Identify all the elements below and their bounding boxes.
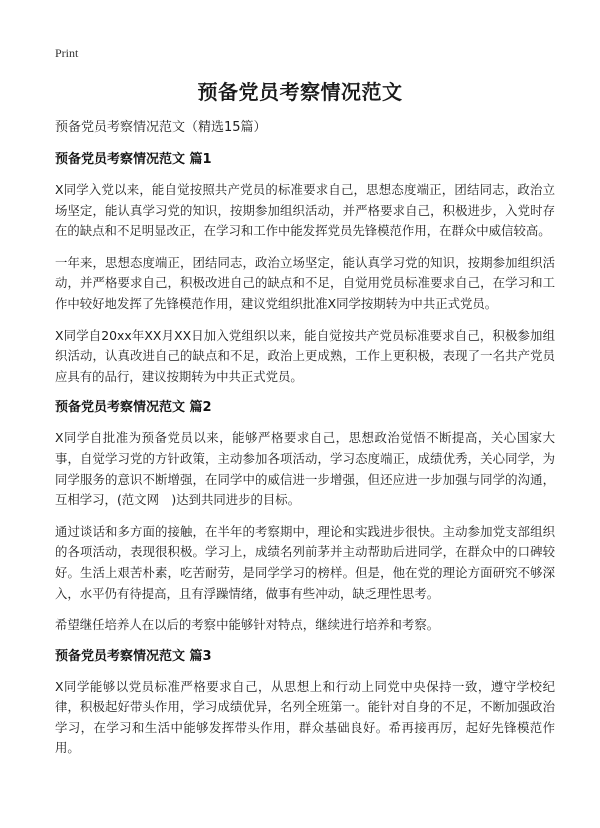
page-title: 预备党员考察情况范文 bbox=[197, 80, 403, 104]
document-subtitle: 预备党员考察情况范文（精选15篇） bbox=[55, 120, 267, 135]
paragraph: 通过谈话和多方面的接触，在半年的考察期中，理论和实践进步很快。主动参加党支部组织的各项活动，表现很积极。学习上，成绩名列前茅并主动帮助后进同学，在群众中的口碑较好。生活上艰苦朴素，吃苦耐劳，是同学学习的榜样。但是，他在党的理论方面研究不够深入，水平仍有待提高，且有浮躁情绪，做事有些冲动，缺乏理性思考。 bbox=[55, 523, 555, 601]
section-1 bbox=[55, 150, 555, 387]
section-heading: 预备党员考察情况范文 篇3 bbox=[55, 648, 212, 664]
section-heading: 预备党员考察情况范文 篇1 bbox=[55, 152, 212, 167]
paragraph: X同学自批准为预备党员以来，能够严格要求自己，思想政治觉悟不断提高，关心国家大事，自觉学习党的方针政策，主动参加各项活动，学习态度端正，成绩优秀，关心同学，为同学服务的意识不断增强，在同学中的威信进一步增强，但还应进一步加强与同学的沟通，互相学习，(范文网 )达到共同进步的目标。 bbox=[55, 430, 555, 508]
paragraph: 希望继任培养人在以后的考察中能够针对特点，继续进行培养和考察。 bbox=[55, 617, 440, 633]
paragraph: 一年来，思想态度端正，团结同志，政治立场坚定，能认真学习党的知识，按期参加组织活动，并严格要求自己，积极改进自己的缺点和不足，自觉用党员标准要求自己，在学习和工作中较好地发挥了先锋模范作用，建议党组织批准X同学按期转为中共正式党员。 bbox=[55, 254, 555, 311]
print-link[interactable]: Print bbox=[55, 46, 79, 60]
document-body bbox=[55, 118, 555, 770]
section-3 bbox=[55, 647, 555, 759]
section-2 bbox=[55, 398, 555, 635]
section-heading: 预备党员考察情况范文 篇2 bbox=[55, 400, 212, 416]
paragraph: X同学入党以来，能自觉按照共产党员的标准要求自己，思想态度端正，团结同志，政治立场坚定，能认真学习党的知识，按期参加组织活动，并严格要求自己，积极进步，入党时存在的缺点和不足明显改正，在学习和工作中能发挥党员先锋模范作用，在群众中威信较高。 bbox=[55, 182, 555, 239]
paragraph: X同学能够以党员标准严格要求自己，从思想上和行动上同党中央保持一致，遵守学校纪律，积极起好带头作用，学习成绩优异，名列全班第一。能针对自身的不足，不断加强政治学习，在学习和生活中能够发挥带头作用，群众基础良好。希再接再厉，起好先锋模范作用。 bbox=[55, 678, 555, 756]
paragraph: X同学自20xx年XX月XX日加入党组织以来，能自觉按共产党员标准要求自己，积极参加组织活动，认真改进自己的缺点和不足，政治上更成熟，工作上更积极，表现了一名共产党员应具有的品行，建议按期转为中共正式党员。 bbox=[55, 327, 555, 384]
